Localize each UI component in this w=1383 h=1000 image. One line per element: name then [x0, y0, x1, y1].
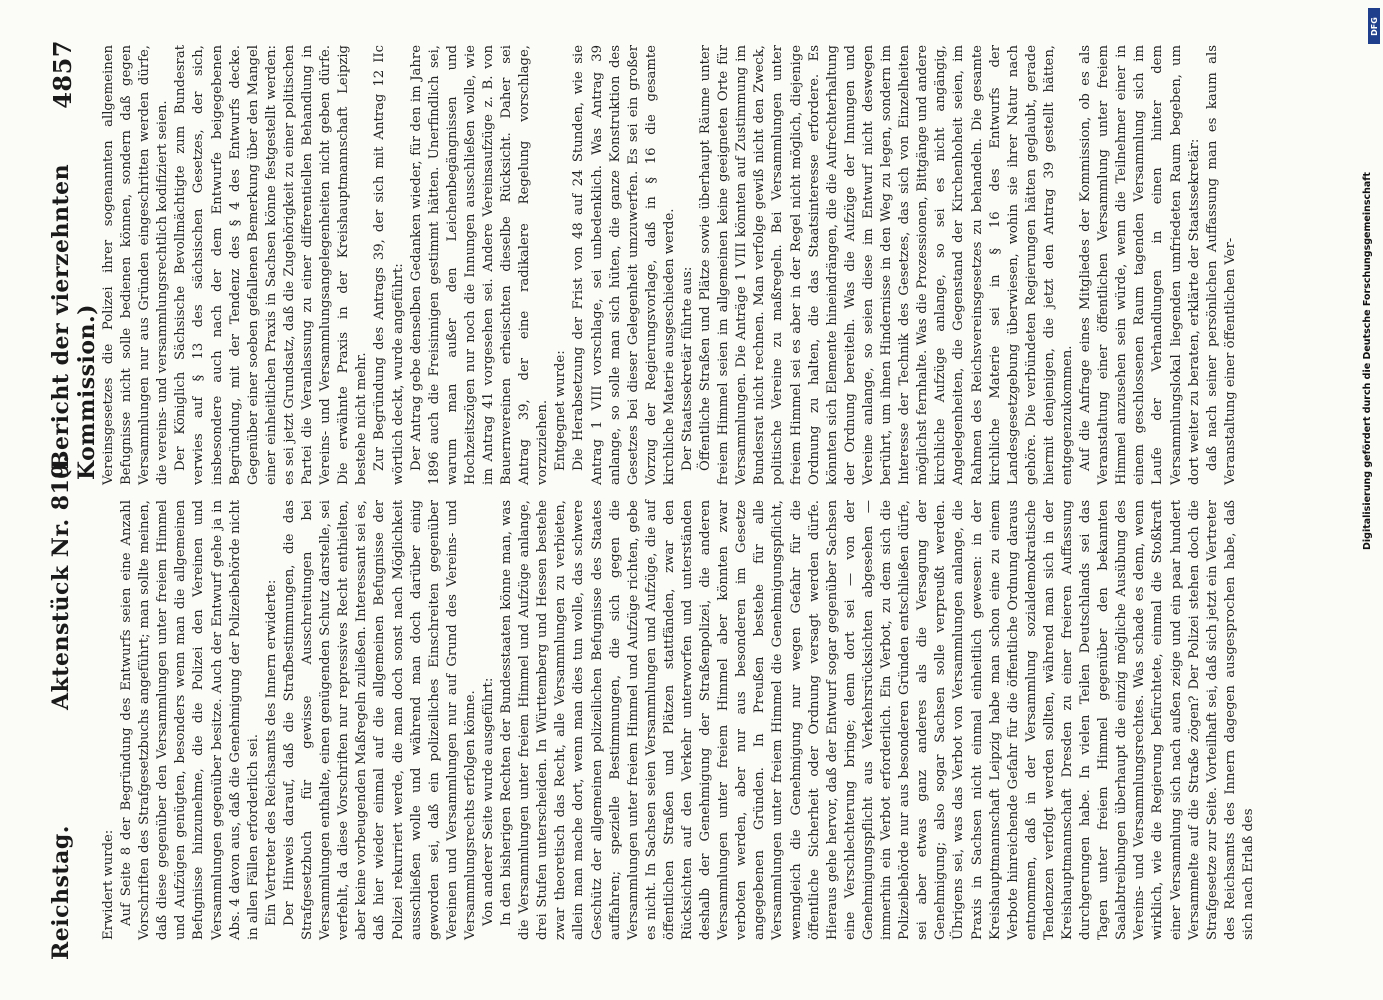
paragraph: In den bisherigen Rechten der Bundesstaaten könne man, was die Versammlungen unter freiem Himmel und Aufzüge anlange, drei Stufen unterscheiden. In Württemberg und Hessen bestehe zwar theoretisch das Recht, alle Versammlungen zu verbieten, allein man mache dort, wenn man dies tun wolle, das schwere Geschütz der allgemeinen polizeilichen Befugnisse des Staates auffahren; spezielle Bestimmungen, die sich gegen die Versammlungen unter freiem Himmel und Aufzüge richten, gebe es nicht. In Sachsen seien Versammlungen und Aufzüge, die auf öffentlichen Straßen und Plätzen stattfänden, zwar den Rücksichten auf den Verkehr unterworfen und unterständen deshalb der Genehmigung der Straßenpolizei, die anderen Versammlungen unter freiem Himmel aber könnten zwar verboten werden, aber nur aus besonderen im Gesetze angegebenen Gründen. In Preußen bestehe für alle Versammlungen unter freiem Himmel die Genehmigungspflicht, wenngleich die Genehmigung nur wegen Gefahr für die öffentliche Sicherheit oder Ordnung versagt werden dürfe. Hieraus gehe hervor, daß der Entwurf sogar gegenüber Sachsen eine Verschlechterung bringe; denn dort sei — von der Genehmigungspflicht aus Verkehrsrücksichten abgesehen — immerhin ein Verbot erforderlich. Ein Verbot, zu dem sich die Polizeibehörde nur aus besonderen Gründen entschließen dürfe, sei aber etwas ganz anderes als die Versagung der Genehmigung; also sogar Sachsen solle verpreußt werden. Übrigens sei, was das Verbot von Versammlungen anlange, die Praxis in Sachsen nicht einmal einheitlich gewesen: in der Kreishauptmannschaft Leipzig habe man schon eine zu einem Verbote hinreichende Gefahr für die öffentliche Ordnung daraus entnommen, daß in der Versammlung sozialdemokratische Tendenzen verfolgt werden sollten, während man sich in der Kreishauptmannschaft Dresden zu einer freieren Auffassung durchgerungen habe. In vielen Teilen Deutschlands sei das Tagen unter freiem Himmel gegenüber den bekannten Saalabtreibungen überhaupt die einzig mögliche Ausübung des Vereins- und Versammlungsrechtes. Was schade es denn, wenn wirklich, wie die Regierung befürchtete, einmal die Stoßkraft einer Versammlung sich nach außen zeige und ein paar hundert Versammelte auf die Straße zögen? Der Polizei stehen doch die Strafgesetze zur Seite. Vorteilhaft sei, daß sich jetzt ein Vertreter des Reichsamts des Innern dagegen ausgesprochen habe, daß sich nach Erlaß des — [499, 500, 1256, 940]
paragraph: Auf die Anfrage eines Mitgliedes der Kommission, ob es als Veranstaltung einer öffentlichen Versammlung unter freiem Himmel anzusehen sein würde, wenn die Teilnehmer einer in einem geschlossenen Raum tagenden Versammlung sich im Laufe der Verhandlungen in einen hinter dem Versammlungslokal liegenden umfriedeten Raum begeben, um dort weiter zu beraten, erklärte der Staatssekretär: — [1078, 45, 1202, 485]
paragraph: Die Herabsetzung der Frist von 48 auf 24 Stunden, wie sie Antrag 1 VIII vorschlage, sei unbedenklich. Was Antrag 39 anlange, so solle man sich hüten, die ganze Konstruktion des Gesetzes bei dieser Gelegenheit umzuwerfen. Es sei ein großer Vorzug der Regierungsvorlage, daß in § 16 die gesamte kirchliche Materie ausgeschieden werde. — [571, 45, 677, 485]
paragraph: Entgegnet wurde: — [553, 350, 569, 471]
header-reichstag: Reichstag. — [48, 825, 74, 960]
paragraph: Ein Vertreter des Reichsamts des Innern erwiderte: — [263, 579, 279, 926]
paragraph: Vereinsgesetzes die Polizei ihrer sogenannten allgemeinen Befugnisse nicht solle bedienen können, sondern daß gegen Versammlungen nur aus Gründen eingeschritten werden dürfe, die vereins- und versammlungsrechtlich kodifiziert seien. — [101, 45, 171, 485]
dfg-logo: DFG — [1368, 8, 1380, 44]
header-document-number: Aktenstück Nr. 819. — [48, 454, 74, 710]
paragraph: Der Hinweis darauf, daß die Strafbestimmungen, die das Strafgesetzbuch für gewisse Ausschreitungen bei Versammlungen enthalte, einen genügenden Schutz darstelle, sei verfehlt, da diese Vorschriften nur repressives Recht enthielten, aber keine vorbeugenden Maßregeln zuließen. Interessant sei es, daß hier wieder einmal auf die allgemeinen Befugnisse der Polizei rekurriert werde, die man doch sonst nach Möglichkeit ausschließen wolle und während man doch darüber einig geworden sei, daß ein polizeiliches Einschreiten gegenüber Vereinen und Versammlungen nur auf Grund des Vereins- und Versammlungsrechts erfolgen könne. — [281, 500, 478, 940]
digitization-note: Digitalisierung gefördert durch die Deutsche Forschungsgemeinschaft — [1362, 172, 1373, 550]
left-text-column — [100, 500, 1258, 940]
paragraph: Der Staatssekretär führte aus: — [680, 266, 695, 471]
paragraph: Von anderer Seite wurde ausgeführt: — [480, 677, 496, 926]
page-number: 4857 — [48, 40, 77, 109]
page-header — [48, 40, 100, 960]
right-text-column — [100, 45, 1240, 485]
paragraph: daß nach seiner persönlichen Auffassung man es kaum als Veranstaltung einer öffentlichen Ver- — [1204, 45, 1238, 485]
paragraph: Öffentliche Straßen und Plätze sowie überhaupt Räume unter freiem Himmel seien im allgemeinen keine geeigneten Orte für Versammlungen. Die Anträge 1 VIII könnten auf Zustimmung im Bundesrat nicht rechnen. Man verfolge gewiß nicht den Zweck, politische Vereine zu maßregeln. Bei Versammlungen unter freiem Himmel sei es aber in der Regel nicht möglich, diejenige Ordnung zu halten, die das Staatsinteresse erfordere. Es könnten sich Elemente hineindrängen, die die Aufrechterhaltung der Ordnung bereiteln. Was die Aufzüge der Innungen und Vereine anlange, so seien diese im Entwurf nicht deswegen berührt, um ihnen Hindernisse in den Weg zu legen, sondern im Interesse der Technik des Gesetzes, das sich von Einzelheiten möglichst fernhalte. Was die Prozessionen, Bittgänge und andere kirchliche Aufzüge anlange, so sei es nicht angängig, Angelegenheiten, die Gegenstand der Kirchenhoheit seien, im Rahmen des Reichsvereinsgesetzes zu behandeln. Die gesamte kirchliche Materie sei in § 16 des Entwurfs der Landesgesetzgebung überwiesen, wohin sie ihrer Natur nach gehöre. Die verbündeten Regierungen hätten geglaubt, gerade hiermit denjenigen, die jetzt den Antrag 39 gestellt hätten, entgegenzukommen. — [698, 45, 1075, 485]
paragraph: Zur Begründung des Antrags 39, der sich mit Antrag 12 IIc wörtlich deckt, wurde angeführt: — [372, 45, 406, 485]
paragraph: Der Antrag gebe denselben Gedanken wieder, für den im Jahre 1896 auch die Freisinnigen gestimmt hätten. Unerfindlich sei, warum man außer den Leichenbegängnissen und Hochzeitszügen nur noch die Innungen ausschließen wolle, wie im Antrag 41 vorgesehen sei. Andere Vereinsaufzüge z. B. von Bauernvereinen erheischten dieselbe Rücksicht. Daher sei Antrag 39, der eine radikalere Regelung vorschlage, vorzuziehen. — [408, 45, 551, 485]
header-report-title: (Bericht der vierzehnten Kommission.) — [48, 163, 100, 480]
paragraph: Auf Seite 8 der Begründung des Entwurfs seien eine Anzahl Vorschriften des Strafgesetzbuchs angeführt; man sollte meinen, daß diese gegenüber den Versammlungen unter freiem Himmel und Aufzügen genügten, besonders wenn man die allgemeinen Befugnisse hinzunehme, die die Polizei den Vereinen und Versammlungen gegenüber besitze. Auch der Entwurf gehe ja in Abs. 4 davon aus, daß die Genehmigung der Polizeibehörde nicht in allen Fällen erforderlich sei. — [119, 500, 261, 940]
paragraph: Der Königlich Sächsische Bevollmächtigte zum Bundesrat verwies auf § 13 des sächsischen Gesetzes, der sich, insbesondere auch nach der dem Entwurfe beigegebenen Begründung, mit der Tendenz des § 4 des Entwurfs decke. Gegenüber einer soeben gefallenen Bemerkung über den Mangel einer einheitlichen Praxis in Sachsen könne festgestellt werden: es sei jetzt Grundsatz, daß die Zugehörigkeit zu einer politischen Partei die Veranlassung zu einer differentiellen Behandlung in Vereins- und Versammlungsangelegenheiten nicht geben dürfe. Die erwähnte Praxis in der Kreishauptmannschaft Leipzig bestehe nicht mehr. — [173, 45, 370, 485]
paragraph: Erwidert wurde: — [101, 829, 116, 940]
